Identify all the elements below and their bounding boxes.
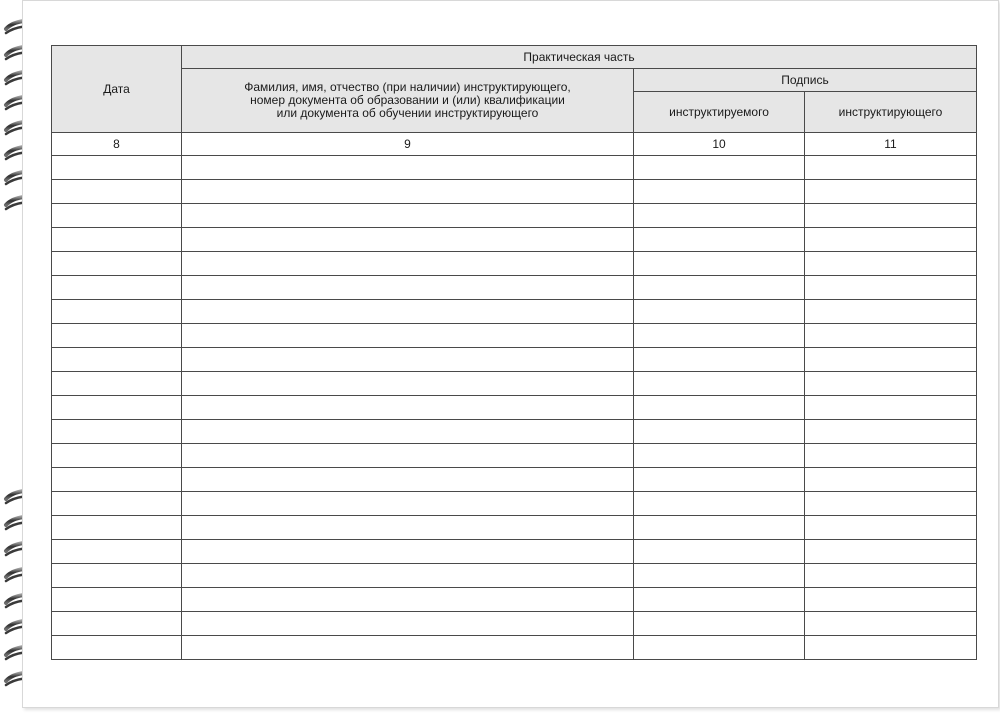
- entry-date-cell[interactable]: [52, 156, 182, 180]
- header-date: Дата: [52, 46, 182, 133]
- entry-instructor-info-cell[interactable]: [182, 204, 634, 228]
- blank-entry-row: [52, 420, 977, 444]
- entry-signature-instructor-cell[interactable]: [805, 252, 977, 276]
- blank-entry-row: [52, 492, 977, 516]
- entry-date-cell[interactable]: [52, 276, 182, 300]
- blank-entry-row: [52, 612, 977, 636]
- entry-signature-instructed-cell[interactable]: [634, 324, 805, 348]
- entry-instructor-info-cell[interactable]: [182, 372, 634, 396]
- entry-signature-instructed-cell[interactable]: [634, 420, 805, 444]
- entry-instructor-info-cell[interactable]: [182, 444, 634, 468]
- entry-signature-instructor-cell[interactable]: [805, 372, 977, 396]
- entry-signature-instructed-cell[interactable]: [634, 612, 805, 636]
- entry-signature-instructed-cell[interactable]: [634, 348, 805, 372]
- entry-date-cell[interactable]: [52, 396, 182, 420]
- blank-entry-row: [52, 348, 977, 372]
- entry-instructor-info-cell[interactable]: [182, 348, 634, 372]
- entry-instructor-info-cell[interactable]: [182, 324, 634, 348]
- instruction-journal-table: [51, 45, 977, 660]
- entry-instructor-info-cell[interactable]: [182, 516, 634, 540]
- entry-signature-instructed-cell[interactable]: [634, 468, 805, 492]
- entry-signature-instructor-cell[interactable]: [805, 444, 977, 468]
- entry-signature-instructor-cell[interactable]: [805, 348, 977, 372]
- entry-signature-instructor-cell[interactable]: [805, 612, 977, 636]
- entry-signature-instructor-cell[interactable]: [805, 540, 977, 564]
- entry-date-cell[interactable]: [52, 372, 182, 396]
- blank-entry-row: [52, 372, 977, 396]
- entry-signature-instructed-cell[interactable]: [634, 228, 805, 252]
- header-signature-instructor: инструктирующего: [805, 92, 977, 133]
- blank-entry-row: [52, 324, 977, 348]
- blank-entry-row: [52, 276, 977, 300]
- blank-entry-row: [52, 516, 977, 540]
- entry-date-cell[interactable]: [52, 588, 182, 612]
- blank-entry-row: [52, 156, 977, 180]
- blank-entry-row: [52, 444, 977, 468]
- entry-signature-instructor-cell[interactable]: [805, 180, 977, 204]
- entry-date-cell[interactable]: [52, 300, 182, 324]
- entry-instructor-info-cell[interactable]: [182, 420, 634, 444]
- entry-date-cell[interactable]: [52, 324, 182, 348]
- column-number: 9: [182, 133, 634, 156]
- entry-signature-instructor-cell[interactable]: [805, 588, 977, 612]
- entry-signature-instructed-cell[interactable]: [634, 588, 805, 612]
- entry-signature-instructor-cell[interactable]: [805, 420, 977, 444]
- entry-signature-instructor-cell[interactable]: [805, 228, 977, 252]
- entry-instructor-info-cell[interactable]: [182, 468, 634, 492]
- entry-instructor-info-cell[interactable]: [182, 588, 634, 612]
- blank-entry-row: [52, 300, 977, 324]
- entry-instructor-info-cell[interactable]: [182, 300, 634, 324]
- header-instructor-info: Фамилия, имя, отчество (при наличии) инструктирующего, номер документа об образовании и (или) квалификации или документа об обучении инструктирующего: [182, 69, 634, 133]
- entry-instructor-info-cell[interactable]: [182, 276, 634, 300]
- entry-signature-instructor-cell[interactable]: [805, 468, 977, 492]
- entry-signature-instructor-cell[interactable]: [805, 300, 977, 324]
- entry-signature-instructed-cell[interactable]: [634, 300, 805, 324]
- entry-signature-instructor-cell[interactable]: [805, 396, 977, 420]
- entry-date-cell[interactable]: [52, 228, 182, 252]
- entry-signature-instructed-cell[interactable]: [634, 204, 805, 228]
- entry-signature-instructed-cell[interactable]: [634, 444, 805, 468]
- entry-signature-instructed-cell[interactable]: [634, 276, 805, 300]
- entry-date-cell[interactable]: [52, 564, 182, 588]
- entry-date-cell[interactable]: [52, 516, 182, 540]
- entry-signature-instructor-cell[interactable]: [805, 204, 977, 228]
- entry-instructor-info-cell[interactable]: [182, 252, 634, 276]
- column-number: 11: [805, 133, 977, 156]
- entry-signature-instructor-cell[interactable]: [805, 492, 977, 516]
- entry-date-cell[interactable]: [52, 492, 182, 516]
- entry-date-cell[interactable]: [52, 636, 182, 660]
- entry-date-cell[interactable]: [52, 420, 182, 444]
- entry-signature-instructed-cell[interactable]: [634, 516, 805, 540]
- entry-signature-instructor-cell[interactable]: [805, 636, 977, 660]
- entry-signature-instructor-cell[interactable]: [805, 516, 977, 540]
- blank-entry-row: [52, 564, 977, 588]
- header-practical-part: Практическая часть: [182, 46, 977, 69]
- entry-instructor-info-cell[interactable]: [182, 492, 634, 516]
- blank-entry-row: [52, 228, 977, 252]
- entry-signature-instructor-cell[interactable]: [805, 156, 977, 180]
- entry-signature-instructed-cell[interactable]: [634, 156, 805, 180]
- entry-signature-instructed-cell[interactable]: [634, 540, 805, 564]
- column-number: 8: [52, 133, 182, 156]
- blank-entry-row: [52, 636, 977, 660]
- entry-date-cell[interactable]: [52, 180, 182, 204]
- blank-entry-row: [52, 252, 977, 276]
- entry-instructor-info-cell[interactable]: [182, 564, 634, 588]
- entry-instructor-info-cell[interactable]: [182, 540, 634, 564]
- header-signature: Подпись: [634, 69, 977, 92]
- entry-signature-instructor-cell[interactable]: [805, 324, 977, 348]
- entry-instructor-info-cell[interactable]: [182, 636, 634, 660]
- column-number: 10: [634, 133, 805, 156]
- entry-signature-instructed-cell[interactable]: [634, 252, 805, 276]
- entry-signature-instructed-cell[interactable]: [634, 396, 805, 420]
- entry-date-cell[interactable]: [52, 540, 182, 564]
- entry-signature-instructed-cell[interactable]: [634, 636, 805, 660]
- entry-date-cell[interactable]: [52, 468, 182, 492]
- entry-instructor-info-cell[interactable]: [182, 156, 634, 180]
- blank-entry-row: [52, 540, 977, 564]
- entry-date-cell[interactable]: [52, 612, 182, 636]
- entry-instructor-info-cell[interactable]: [182, 612, 634, 636]
- entry-signature-instructor-cell[interactable]: [805, 564, 977, 588]
- column-number-row: [52, 133, 977, 156]
- blank-entry-row: [52, 396, 977, 420]
- entry-date-cell[interactable]: [52, 444, 182, 468]
- entry-signature-instructed-cell[interactable]: [634, 564, 805, 588]
- entry-signature-instructed-cell[interactable]: [634, 492, 805, 516]
- entry-instructor-info-cell[interactable]: [182, 180, 634, 204]
- entry-date-cell[interactable]: [52, 252, 182, 276]
- blank-entry-row: [52, 204, 977, 228]
- entry-signature-instructed-cell[interactable]: [634, 372, 805, 396]
- entry-instructor-info-cell[interactable]: [182, 228, 634, 252]
- blank-entry-row: [52, 468, 977, 492]
- entry-signature-instructor-cell[interactable]: [805, 276, 977, 300]
- blank-entry-row: [52, 180, 977, 204]
- entry-signature-instructed-cell[interactable]: [634, 180, 805, 204]
- blank-entry-row: [52, 588, 977, 612]
- entry-instructor-info-cell[interactable]: [182, 396, 634, 420]
- entry-date-cell[interactable]: [52, 204, 182, 228]
- header-signature-instructed: инструктируемого: [634, 92, 805, 133]
- entry-date-cell[interactable]: [52, 348, 182, 372]
